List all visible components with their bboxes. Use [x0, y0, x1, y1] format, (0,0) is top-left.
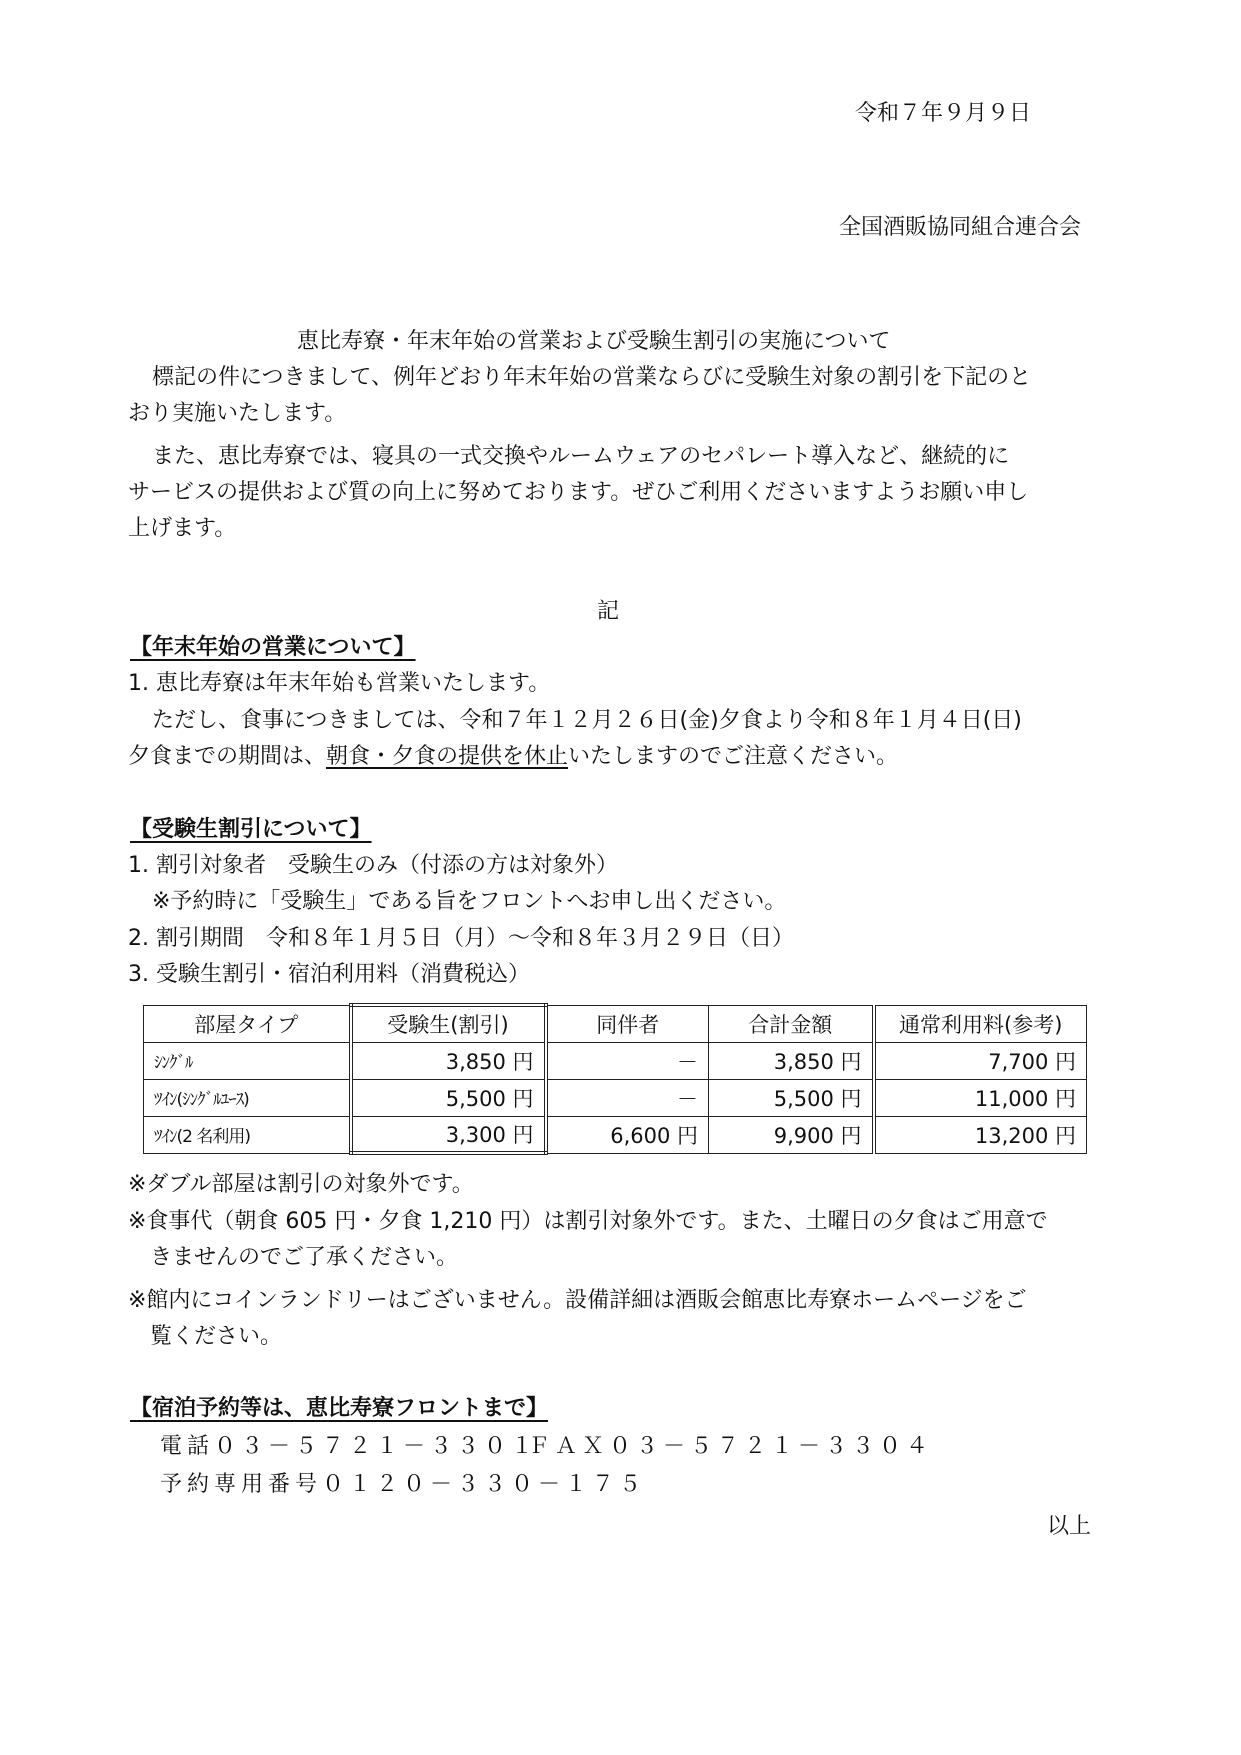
note-line: ※食事代（朝食 605 円・夕食 1,210 円）は割引対象外です。また、土曜日の夕食はご用意で — [128, 1209, 1048, 1234]
intro-line: 標記の件につきまして、例年どおり年末年始の営業ならびに受験生対象の割引を下記のと — [152, 365, 1032, 390]
note-line: きませんのでご了承ください。 — [150, 1245, 459, 1270]
section-new-year-line2: ただし、食事につきましては、令和７年１２月２６日(金)夕食より令和８年１月４日(日) — [152, 708, 1022, 733]
issuer: 全国酒販協同組合連合会 — [838, 215, 1081, 240]
reservation-number: 予約専用番号０１２０－３３０－１７５ — [160, 1472, 647, 1497]
section-student-heading: 【受験生割引について】 — [130, 817, 372, 842]
intro-line: 上げます。 — [128, 516, 237, 541]
meal-suspension-underlined: 朝食・夕食の提供を休止 — [326, 744, 569, 769]
room-type: ﾂｲﾝ(ｼﾝｸﾞﾙﾕｰｽ) — [144, 1079, 351, 1116]
regular-price: 11,000 円 — [874, 1079, 1087, 1116]
document-title: 恵比寿寮・年末年始の営業および受験生割引の実施について — [297, 329, 891, 354]
companion-price: － — [546, 1079, 709, 1116]
header-regular: 通常利用料(参考) — [874, 1005, 1087, 1042]
intro-line: また、恵比寿寮では、寝具の一式交換やルームウェアのセパレート導入など、継続的に — [152, 444, 1010, 469]
ki-marker: 記 — [597, 599, 620, 624]
phone-number: 電話０３－５７２１－３３０１ — [160, 1434, 539, 1459]
table-row — [144, 1079, 1087, 1116]
student-price: 5,500 円 — [351, 1079, 546, 1116]
table-header-row — [144, 1005, 1087, 1042]
total-price: 3,850 円 — [709, 1042, 874, 1079]
room-type: ﾂｲﾝ(2 名利用) — [144, 1116, 351, 1153]
student-item1: 1. 割引対象者 受験生のみ（付添の方は対象外） — [128, 853, 618, 878]
section-new-year-line3 — [128, 742, 898, 772]
intro-line: おり実施いたします。 — [128, 401, 347, 426]
companion-price: 6,600 円 — [546, 1116, 709, 1153]
intro-line: サービスの提供および質の向上に努めております。ぜひご利用くださいますようお願い申し — [128, 480, 1029, 505]
regular-price: 13,200 円 — [874, 1116, 1087, 1153]
table-row — [144, 1116, 1087, 1153]
section-reservation-heading: 【宿泊予約等は、恵比寿寮フロントまで】 — [130, 1396, 549, 1421]
line3-pre: 夕食までの期間は、 — [128, 744, 327, 769]
table-row — [144, 1042, 1087, 1079]
closing: 以上 — [1046, 1514, 1091, 1539]
header-room-type: 部屋タイプ — [144, 1005, 351, 1042]
student-item3: 3. 受験生割引・宿泊利用料（消費税込） — [128, 962, 530, 987]
section-new-year-line1: 1. 恵比寿寮は年末年始も営業いたします。 — [128, 671, 551, 696]
note-line: ※ダブル部屋は割引の対象外です。 — [128, 1172, 474, 1197]
total-price: 5,500 円 — [709, 1079, 874, 1116]
companion-price: － — [546, 1042, 709, 1079]
fee-table — [143, 1003, 1087, 1155]
line3-post: いたしますのでご注意ください。 — [568, 744, 899, 769]
student-item1-note: ※予約時に「受験生」である旨をフロントへお申し出ください。 — [152, 889, 787, 914]
student-price: 3,300 円 — [351, 1116, 546, 1153]
student-item2: 2. 割引期間 令和８年１月５日（月）～令和８年３月２９日（日） — [128, 926, 794, 951]
header-total: 合計金額 — [709, 1005, 874, 1042]
total-price: 9,900 円 — [709, 1116, 874, 1153]
note-line: ※館内にコインランドリーはございません。設備詳細は酒販会館恵比寿寮ホームページをご — [128, 1288, 1027, 1313]
student-price: 3,850 円 — [351, 1042, 546, 1079]
regular-price: 7,700 円 — [874, 1042, 1087, 1079]
room-type: ｼﾝｸﾞﾙ — [144, 1042, 351, 1079]
fax-number: ＦＡＸ０３－５７２１－３３０４ — [528, 1434, 934, 1459]
date: 令和７年９月９日 — [854, 101, 1031, 126]
header-companion: 同伴者 — [546, 1005, 709, 1042]
header-student: 受験生(割引) — [351, 1005, 546, 1042]
section-new-year-heading: 【年末年始の営業について】 — [130, 635, 416, 660]
note-line: 覧ください。 — [150, 1324, 283, 1349]
